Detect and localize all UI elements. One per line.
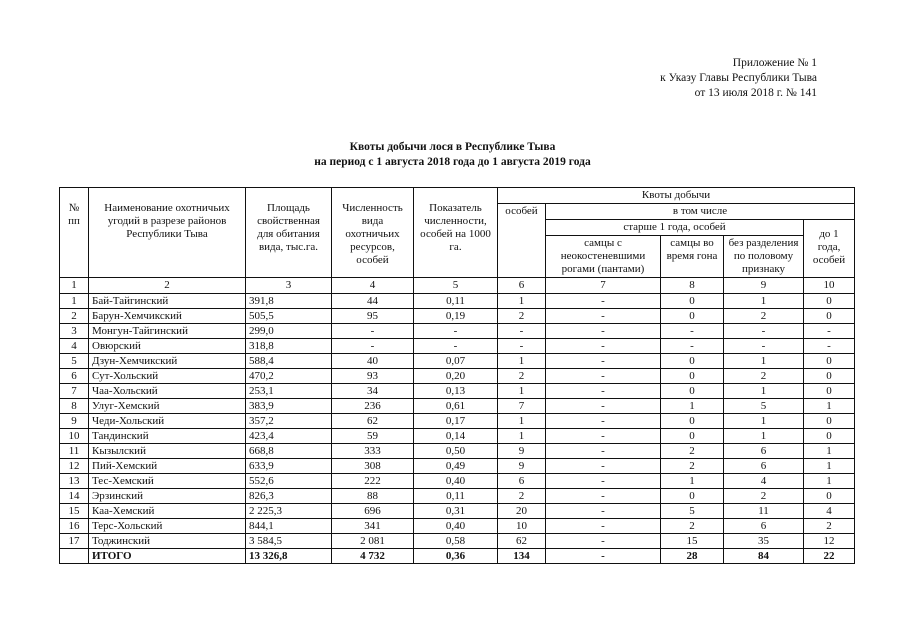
cell-count: - [332,339,414,354]
table-row [60,414,855,429]
cell-area: 844,1 [246,519,332,534]
cell-under-1y: 0 [804,309,855,324]
cell-males-velvet: - [546,519,661,534]
column-number: 4 [332,278,414,294]
cell-no: 8 [60,399,89,414]
cell-no: 10 [60,429,89,444]
table-row [60,534,855,549]
header-males-rut: самцы во время гона [661,236,724,278]
table-row [60,309,855,324]
cell-under-1y: 0 [804,384,855,399]
cell-index: 0,40 [414,519,498,534]
cell-under-1y: 0 [804,354,855,369]
cell-count: 40 [332,354,414,369]
table-row [60,504,855,519]
cell-no: 7 [60,384,89,399]
cell-males-rut: 2 [661,444,724,459]
cell-index: 0,40 [414,474,498,489]
cell-quota-total: 1 [498,384,546,399]
cell-area: 633,9 [246,459,332,474]
cell-no: 6 [60,369,89,384]
total-cell-no-sex: 84 [724,549,804,564]
cell-males-velvet: - [546,534,661,549]
cell-count: 236 [332,399,414,414]
cell-no: 4 [60,339,89,354]
cell-quota-total: 6 [498,474,546,489]
cell-under-1y: 1 [804,474,855,489]
cell-under-1y: 12 [804,534,855,549]
cell-count: 696 [332,504,414,519]
header-quotas: Квоты добычи [498,188,855,204]
column-number: 8 [661,278,724,294]
cell-males-velvet: - [546,384,661,399]
cell-no: 15 [60,504,89,519]
cell-area: 423,4 [246,429,332,444]
cell-quota-total: 1 [498,414,546,429]
cell-index: 0,13 [414,384,498,399]
cell-males-velvet: - [546,294,661,309]
cell-no-sex: 1 [724,354,804,369]
cell-males-rut: 5 [661,504,724,519]
cell-males-velvet: - [546,339,661,354]
total-cell-males-rut: 28 [661,549,724,564]
column-number: 2 [89,278,246,294]
cell-under-1y: - [804,339,855,354]
cell-area: 552,6 [246,474,332,489]
cell-males-velvet: - [546,429,661,444]
total-cell-under-1y: 22 [804,549,855,564]
cell-males-velvet: - [546,444,661,459]
cell-males-velvet: - [546,459,661,474]
cell-males-rut: 0 [661,294,724,309]
cell-district-name: Эрзинский [89,489,246,504]
cell-count: 34 [332,384,414,399]
cell-no: 14 [60,489,89,504]
table-body [60,294,855,564]
table-row [60,294,855,309]
cell-district-name: Бай-Тайгинский [89,294,246,309]
cell-count: 333 [332,444,414,459]
table-row [60,429,855,444]
cell-under-1y: 0 [804,369,855,384]
cell-no: 1 [60,294,89,309]
cell-males-rut: 2 [661,459,724,474]
column-numbers-row [60,278,855,294]
cell-under-1y: 2 [804,519,855,534]
cell-count: 62 [332,414,414,429]
cell-males-rut: - [661,339,724,354]
cell-males-velvet: - [546,504,661,519]
document-title [0,140,905,170]
cell-index: 0,17 [414,414,498,429]
header-no: № пп [60,188,89,278]
cell-area: 2 225,3 [246,504,332,519]
table-row [60,324,855,339]
cell-quota-total: 20 [498,504,546,519]
cell-quota-total: 1 [498,294,546,309]
column-number: 5 [414,278,498,294]
cell-count: 308 [332,459,414,474]
cell-quota-total: 2 [498,309,546,324]
cell-under-1y: 4 [804,504,855,519]
cell-area: 383,9 [246,399,332,414]
cell-quota-total: 62 [498,534,546,549]
cell-no-sex: 35 [724,534,804,549]
cell-quota-total: - [498,324,546,339]
cell-no: 11 [60,444,89,459]
cell-count: 59 [332,429,414,444]
cell-under-1y: 1 [804,459,855,474]
cell-index: 0,49 [414,459,498,474]
cell-males-velvet: - [546,369,661,384]
cell-males-rut: 0 [661,369,724,384]
cell-area: 253,1 [246,384,332,399]
cell-quota-total: 9 [498,459,546,474]
cell-district-name: Кызылский [89,444,246,459]
cell-males-rut: 1 [661,474,724,489]
cell-no-sex: 2 [724,369,804,384]
cell-district-name: Улуг-Хемский [89,399,246,414]
quota-table [59,187,855,564]
cell-no: 3 [60,324,89,339]
cell-quota-total: 2 [498,489,546,504]
cell-count: 88 [332,489,414,504]
cell-no: 5 [60,354,89,369]
cell-district-name: Тандинский [89,429,246,444]
cell-no-sex: - [724,339,804,354]
cell-area: 299,0 [246,324,332,339]
cell-no-sex: 1 [724,429,804,444]
cell-no: 16 [60,519,89,534]
cell-area: 391,8 [246,294,332,309]
cell-under-1y: - [804,324,855,339]
cell-males-velvet: - [546,354,661,369]
cell-quota-total: 7 [498,399,546,414]
column-number: 1 [60,278,89,294]
title-line-2: на период с 1 августа 2018 года до 1 августа 2019 года [314,156,591,168]
column-number: 7 [546,278,661,294]
cell-quota-total: 1 [498,354,546,369]
cell-district-name: Чаа-Хольский [89,384,246,399]
cell-no: 17 [60,534,89,549]
cell-males-rut: 1 [661,399,724,414]
cell-count: 93 [332,369,414,384]
cell-no-sex: 1 [724,414,804,429]
cell-district-name: Овюрский [89,339,246,354]
cell-count: 95 [332,309,414,324]
header-including: в том числе [546,204,855,220]
cell-males-rut: 0 [661,414,724,429]
cell-area: 588,4 [246,354,332,369]
table-row [60,474,855,489]
total-cell-males-velvet: - [546,549,661,564]
cell-no-sex: 6 [724,519,804,534]
cell-quota-total: - [498,339,546,354]
cell-count: 44 [332,294,414,309]
cell-district-name: Каа-Хемский [89,504,246,519]
cell-area: 3 584,5 [246,534,332,549]
cell-district-name: Сут-Хольский [89,369,246,384]
cell-males-velvet: - [546,309,661,324]
cell-index: - [414,339,498,354]
cell-index: 0,07 [414,354,498,369]
column-number: 6 [498,278,546,294]
cell-males-rut: 15 [661,534,724,549]
table-row [60,519,855,534]
cell-index: 0,11 [414,489,498,504]
cell-under-1y: 0 [804,429,855,444]
table-row [60,444,855,459]
table-row [60,399,855,414]
cell-index: 0,14 [414,429,498,444]
cell-index: - [414,324,498,339]
cell-no-sex: 5 [724,399,804,414]
cell-under-1y: 1 [804,444,855,459]
cell-count: - [332,324,414,339]
cell-no: 13 [60,474,89,489]
cell-males-rut: 0 [661,429,724,444]
cell-no: 9 [60,414,89,429]
cell-count: 2 081 [332,534,414,549]
header-count: Численность вида охотничьих ресурсов, особей [332,188,414,278]
cell-area: 505,5 [246,309,332,324]
appendix-line-1: Приложение № 1 [732,57,817,69]
cell-no-sex: 11 [724,504,804,519]
cell-area: 318,8 [246,339,332,354]
cell-index: 0,20 [414,369,498,384]
table-row [60,489,855,504]
total-cell-area: 13 326,8 [246,549,332,564]
cell-index: 0,31 [414,504,498,519]
total-cell-count: 4 732 [332,549,414,564]
cell-quota-total: 10 [498,519,546,534]
cell-district-name: Барун-Хемчикский [89,309,246,324]
appendix-header [517,56,817,101]
total-cell-quota-total: 134 [498,549,546,564]
cell-males-velvet: - [546,414,661,429]
appendix-line-2: к Указу Главы Республики Тыва [660,72,817,84]
header-no-sex: без разделения по половому признаку [724,236,804,278]
header-under-1y: до 1 года, особей [804,220,855,278]
total-row [60,549,855,564]
table-row [60,339,855,354]
total-cell-district-name: ИТОГО [89,549,246,564]
cell-under-1y: 0 [804,294,855,309]
cell-no-sex: 6 [724,459,804,474]
cell-district-name: Монгун-Тайгинский [89,324,246,339]
cell-no: 2 [60,309,89,324]
table-row [60,354,855,369]
cell-no-sex: 1 [724,294,804,309]
cell-district-name: Чеди-Хольский [89,414,246,429]
cell-no: 12 [60,459,89,474]
cell-area: 357,2 [246,414,332,429]
cell-no-sex: 2 [724,309,804,324]
cell-no-sex: - [724,324,804,339]
header-index: Показатель численности, особей на 1000 га. [414,188,498,278]
cell-no-sex: 6 [724,444,804,459]
header-males-velvet: самцы с неокостеневшими рогами (пантами) [546,236,661,278]
cell-count: 341 [332,519,414,534]
cell-males-rut: 0 [661,384,724,399]
cell-no-sex: 2 [724,489,804,504]
cell-under-1y: 0 [804,489,855,504]
column-number: 9 [724,278,804,294]
cell-district-name: Дзун-Хемчикский [89,354,246,369]
cell-area: 470,2 [246,369,332,384]
cell-area: 668,8 [246,444,332,459]
cell-no [60,549,89,564]
cell-district-name: Пий-Хемский [89,459,246,474]
column-number: 10 [804,278,855,294]
cell-males-rut: 0 [661,489,724,504]
cell-index: 0,11 [414,294,498,309]
header-name: Наименование охотничьих угодий в разрезе районов Республики Тыва [89,188,246,278]
cell-quota-total: 1 [498,429,546,444]
cell-index: 0,58 [414,534,498,549]
total-cell-index: 0,36 [414,549,498,564]
cell-quota-total: 9 [498,444,546,459]
cell-males-velvet: - [546,489,661,504]
appendix-line-3: от 13 июля 2018 г. № 141 [694,87,817,99]
header-area: Площадь свойственная для обитания вида, тыс.га. [246,188,332,278]
cell-under-1y: 1 [804,399,855,414]
cell-index: 0,61 [414,399,498,414]
column-number: 3 [246,278,332,294]
cell-count: 222 [332,474,414,489]
cell-males-rut: 0 [661,354,724,369]
cell-males-velvet: - [546,474,661,489]
cell-index: 0,19 [414,309,498,324]
cell-males-rut: 0 [661,309,724,324]
cell-males-velvet: - [546,324,661,339]
table-row [60,384,855,399]
cell-quota-total: 2 [498,369,546,384]
cell-males-velvet: - [546,399,661,414]
cell-males-rut: - [661,324,724,339]
cell-no-sex: 1 [724,384,804,399]
cell-district-name: Тес-Хемский [89,474,246,489]
header-older-1y: старше 1 года, особей [546,220,804,236]
cell-area: 826,3 [246,489,332,504]
cell-district-name: Тоджинский [89,534,246,549]
title-line-1: Квоты добычи лося в Республике Тыва [349,141,556,153]
table-row [60,369,855,384]
cell-under-1y: 0 [804,414,855,429]
cell-index: 0,50 [414,444,498,459]
table-row [60,459,855,474]
cell-no-sex: 4 [724,474,804,489]
cell-district-name: Терс-Хольский [89,519,246,534]
header-total-individuals: особей [498,204,546,278]
cell-males-rut: 2 [661,519,724,534]
